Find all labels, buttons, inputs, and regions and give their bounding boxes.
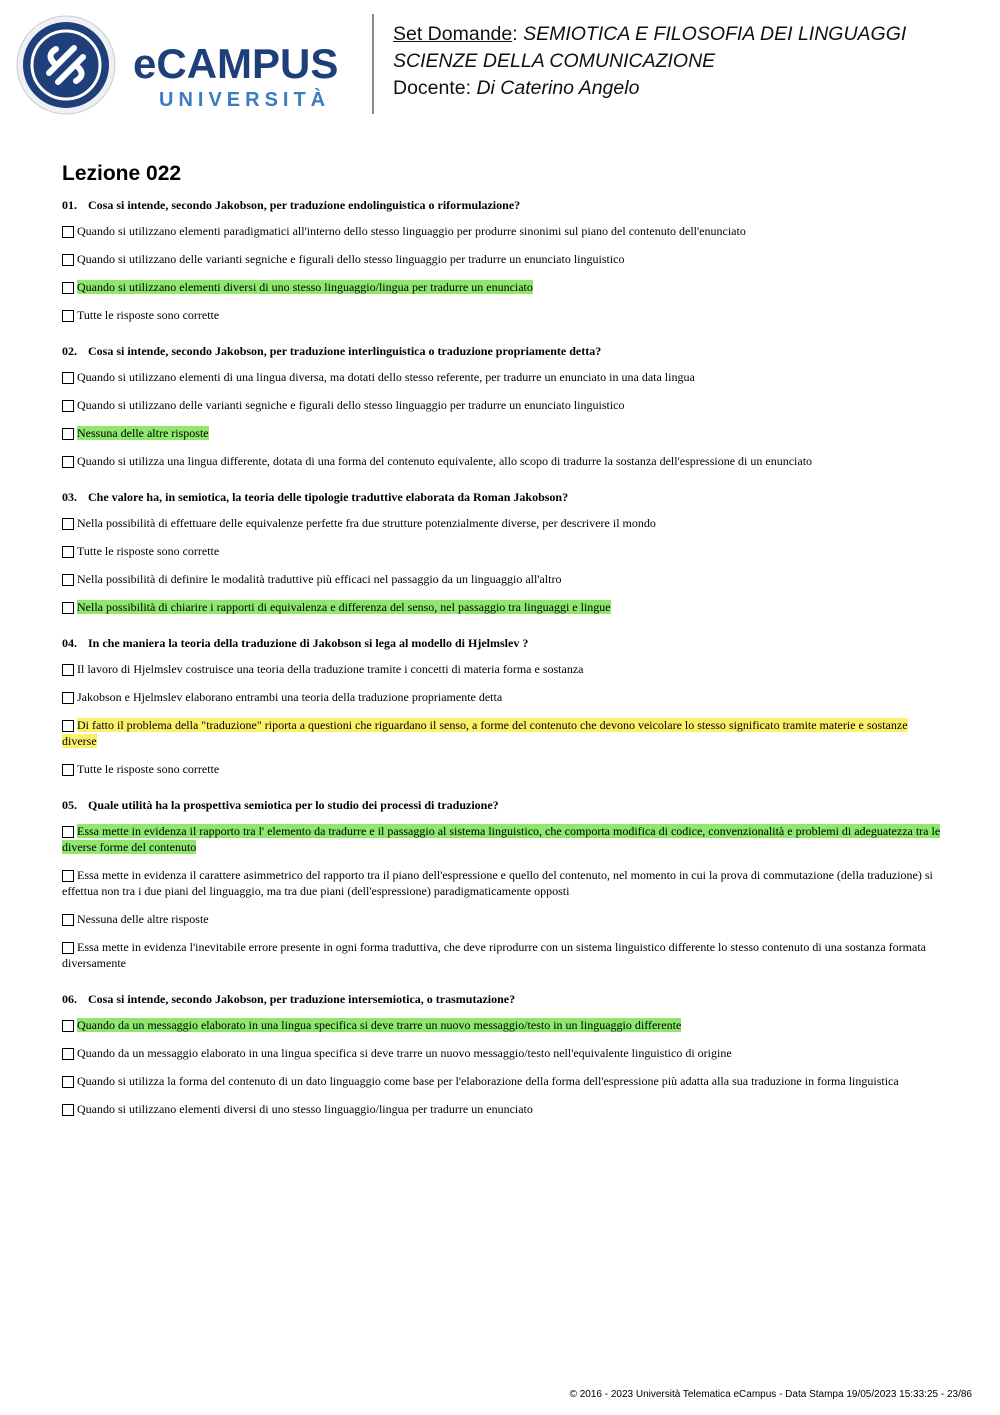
question-03 xyxy=(62,489,942,615)
answer-option-correct xyxy=(62,425,942,441)
questions-list xyxy=(62,197,942,1137)
ecampus-seal-logo xyxy=(16,15,116,115)
question-text: Cosa si intende, secondo Jakobson, per traduzione interlinguistica o traduzione propriamente detta? xyxy=(88,344,602,358)
answer-option-correct xyxy=(62,599,942,615)
answer-text: Nessuna delle altre risposte xyxy=(77,912,209,926)
answer-checkbox[interactable] xyxy=(62,1048,74,1060)
question-title xyxy=(62,797,942,813)
question-text: Cosa si intende, secondo Jakobson, per traduzione intersemiotica, o trasmutazione? xyxy=(88,992,516,1006)
answer-option-correct xyxy=(62,279,942,295)
answer-checkbox[interactable] xyxy=(62,518,74,530)
lesson-title: Lezione 022 xyxy=(62,162,182,185)
docente-name: Di Caterino Angelo xyxy=(476,77,640,99)
answer-checkbox[interactable] xyxy=(62,310,74,322)
answer-option xyxy=(62,397,942,413)
answer-checkbox[interactable] xyxy=(62,456,74,468)
answer-checkbox[interactable] xyxy=(62,282,74,294)
answer-checkbox[interactable] xyxy=(62,574,74,586)
answer-text: Essa mette in evidenza il carattere asimmetrico del rapporto tra il piano dell'espressione e quello del contenuto, nel momento in cui la prova di commutazione (della traduzione) si effettua non tra i due piani del linguaggio, ma tra due piani (dell'espressione) paradigmaticamente opposti xyxy=(62,868,933,898)
answer-checkbox[interactable] xyxy=(62,720,74,732)
header-line-course xyxy=(393,21,906,48)
answer-option xyxy=(62,661,942,677)
page-footer: © 2016 - 2023 Università Telematica eCampus - Data Stampa 19/05/2023 15:33:25 - 23/86 xyxy=(569,1389,972,1400)
answer-option xyxy=(62,307,942,323)
header-line-faculty xyxy=(393,48,906,75)
answer-option xyxy=(62,223,942,239)
question-01 xyxy=(62,197,942,323)
answer-checkbox[interactable] xyxy=(62,400,74,412)
answer-text: Quando si utilizzano elementi di una lingua diversa, ma dotati dello stesso referente, per tradurre un enunciato in una data lingua xyxy=(77,370,695,384)
docente-label: Docente: xyxy=(393,77,477,99)
question-text: Cosa si intende, secondo Jakobson, per traduzione endolinguistica o riformulazione? xyxy=(88,198,521,212)
course-name: SEMIOTICA E FILOSOFIA DEI LINGUAGGI xyxy=(523,23,907,45)
answer-option xyxy=(62,1101,942,1117)
answer-checkbox[interactable] xyxy=(62,1076,74,1088)
answer-option-correct xyxy=(62,823,942,855)
answer-option-correct xyxy=(62,1017,942,1033)
answer-checkbox[interactable] xyxy=(62,602,74,614)
answer-text: Tutte le risposte sono corrette xyxy=(77,544,220,558)
question-number: 01. xyxy=(62,198,77,212)
logo-sub-text: UNIVERSITÀ xyxy=(159,89,331,111)
answer-checkbox[interactable] xyxy=(62,914,74,926)
question-title xyxy=(62,489,942,505)
answer-text-highlighted: Nessuna delle altre risposte xyxy=(77,426,209,440)
question-05 xyxy=(62,797,942,971)
question-text: Che valore ha, in semiotica, la teoria delle tipologie traduttive elaborata da Roman Jakobson? xyxy=(88,490,569,504)
answer-checkbox[interactable] xyxy=(62,226,74,238)
answer-option xyxy=(62,543,942,559)
answer-text-highlighted: Quando si utilizzano elementi diversi di uno stesso linguaggio/lingua per tradurre un enunciato xyxy=(77,280,533,294)
answer-text: Quando si utilizzano delle varianti segniche e figurali dello stesso linguaggio per tradurre un enunciato linguistico xyxy=(77,398,625,412)
answer-checkbox[interactable] xyxy=(62,372,74,384)
answer-option xyxy=(62,689,942,705)
question-number: 03. xyxy=(62,490,77,504)
answer-text: Essa mette in evidenza l'inevitabile errore presente in ogni forma traduttiva, che deve riprodurre con un sistema linguistico differente lo stesso contenuto di una sostanza formata diversamente xyxy=(62,940,926,970)
answer-option-selected xyxy=(62,717,942,749)
logo-word-text: eCAMPUS xyxy=(133,40,339,87)
answer-text: Il lavoro di Hjelmslev costruisce una teoria della traduzione tramite i concetti di materia forma e sostanza xyxy=(77,662,584,676)
answer-text: Quando si utilizza una lingua differente, dotata di una forma del contenuto equivalente, allo scopo di tradurre la sostanza dell'espressione di un enunciato xyxy=(77,454,813,468)
answer-checkbox[interactable] xyxy=(62,1020,74,1032)
answer-text: Tutte le risposte sono corrette xyxy=(77,762,220,776)
answer-text-highlighted: Di fatto il problema della "traduzione" riporta a questioni che riguardano il senso, a forme del contenuto che devono veicolare lo stesso significato tramite materie e sostanze diverse xyxy=(62,718,908,748)
question-title xyxy=(62,343,942,359)
answer-checkbox[interactable] xyxy=(62,546,74,558)
answer-text: Quando si utilizzano elementi diversi di uno stesso linguaggio/lingua per tradurre un enunciato xyxy=(77,1102,533,1116)
header-divider xyxy=(372,14,374,114)
answer-option xyxy=(62,369,942,385)
answer-option xyxy=(62,515,942,531)
question-title xyxy=(62,197,942,213)
ecampus-wordmark xyxy=(133,38,355,112)
answer-text: Nella possibilità di effettuare delle equivalenze perfette fra due strutture potenzialmente diverse, per descrivere il mondo xyxy=(77,516,656,530)
answer-checkbox[interactable] xyxy=(62,870,74,882)
answer-checkbox[interactable] xyxy=(62,664,74,676)
answer-option xyxy=(62,939,942,971)
question-04 xyxy=(62,635,942,777)
set-separator: : xyxy=(512,23,524,45)
question-number: 05. xyxy=(62,798,77,812)
answer-text-highlighted: Nella possibilità di chiarire i rapporti di equivalenza e differenza del senso, nel passaggio tra linguaggi e lingue xyxy=(77,600,611,614)
header-line-docente xyxy=(393,75,906,102)
answer-checkbox[interactable] xyxy=(62,254,74,266)
question-number: 04. xyxy=(62,636,77,650)
question-text: Quale utilità ha la prospettiva semiotica per lo studio dei processi di traduzione? xyxy=(88,798,499,812)
answer-text: Jakobson e Hjelmslev elaborano entrambi una teoria della traduzione propriamente detta xyxy=(77,690,503,704)
faculty-name: SCIENZE DELLA COMUNICAZIONE xyxy=(393,50,716,72)
answer-text: Tutte le risposte sono corrette xyxy=(77,308,220,322)
answer-option xyxy=(62,251,942,267)
answer-text-highlighted: Essa mette in evidenza il rapporto tra l' elemento da tradurre e il passaggio al sistema linguistico, che comporta modifica di codice, convenzionalità e problemi di adeguatezza tra le diverse forme del contenuto xyxy=(62,824,941,854)
set-label: Set Domande xyxy=(393,23,513,45)
answer-checkbox[interactable] xyxy=(62,692,74,704)
answer-text: Quando si utilizzano elementi paradigmatici all'interno dello stesso linguaggio per produrre sinonimi sul piano del contenuto dell'enunciato xyxy=(77,224,746,238)
question-06 xyxy=(62,991,942,1117)
question-number: 02. xyxy=(62,344,77,358)
question-title xyxy=(62,991,942,1007)
answer-checkbox[interactable] xyxy=(62,1104,74,1116)
answer-text: Quando si utilizza la forma del contenuto di un dato linguaggio come base per l'elaborazione della forma dell'espressione più adatta alla sua traduzione in forma linguistica xyxy=(77,1074,899,1088)
answer-text: Quando si utilizzano delle varianti segniche e figurali dello stesso linguaggio per tradurre un enunciato linguistico xyxy=(77,252,625,266)
question-02 xyxy=(62,343,942,469)
question-text: In che maniera la teoria della traduzione di Jakobson si lega al modello di Hjelmslev ? xyxy=(88,636,529,650)
answer-option xyxy=(62,571,942,587)
answer-option xyxy=(62,911,942,927)
answer-checkbox[interactable] xyxy=(62,428,74,440)
answer-text: Quando da un messaggio elaborato in una lingua specifica si deve trarre un nuovo messaggio/testo nell'equivalente linguistico di origine xyxy=(77,1046,732,1060)
question-title xyxy=(62,635,942,651)
answer-option xyxy=(62,1073,942,1089)
answer-option xyxy=(62,1045,942,1061)
answer-text-highlighted: Quando da un messaggio elaborato in una lingua specifica si deve trarre un nuovo messaggio/testo in un linguaggio differente xyxy=(77,1018,682,1032)
header-info xyxy=(393,21,906,102)
answer-option xyxy=(62,761,942,777)
answer-option xyxy=(62,453,942,469)
answer-checkbox[interactable] xyxy=(62,942,74,954)
question-number: 06. xyxy=(62,992,77,1006)
answer-option xyxy=(62,867,942,899)
answer-checkbox[interactable] xyxy=(62,764,74,776)
answer-text: Nella possibilità di definire le modalità traduttive più efficaci nel passaggio da un linguaggio all'altro xyxy=(77,572,562,586)
answer-checkbox[interactable] xyxy=(62,826,74,838)
